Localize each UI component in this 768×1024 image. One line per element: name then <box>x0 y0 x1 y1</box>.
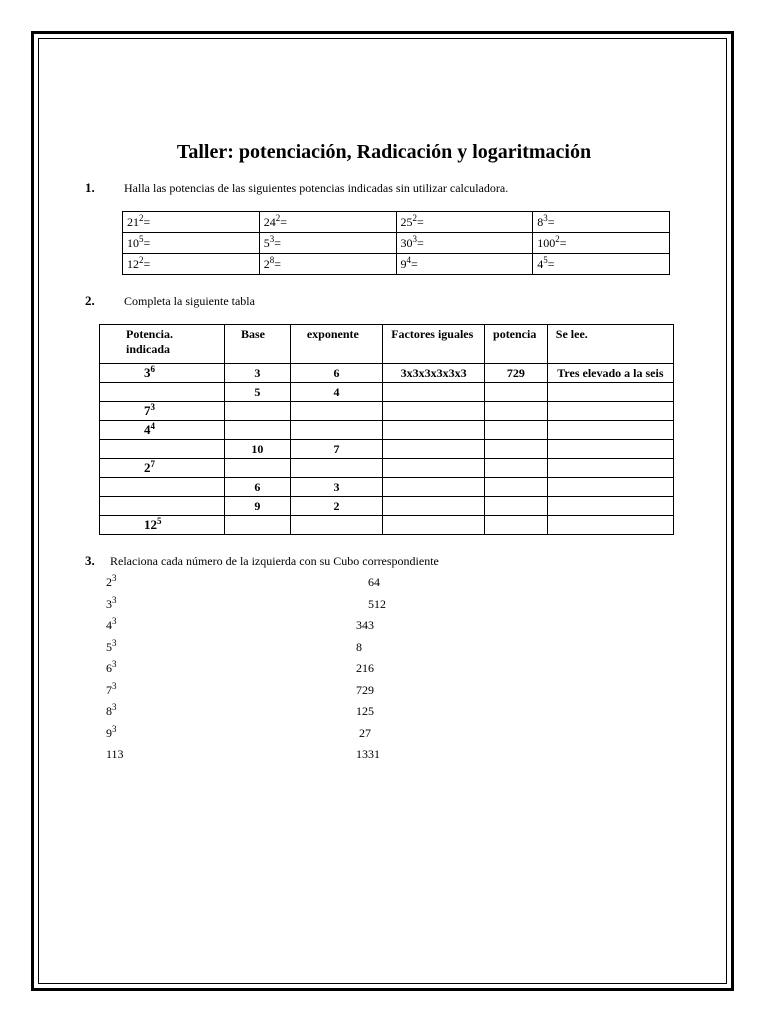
table-row <box>100 478 674 497</box>
cell-factores-iguales[interactable] <box>383 383 485 402</box>
cell-exponente[interactable] <box>290 459 382 478</box>
header-base: Base <box>224 325 290 364</box>
cell-se-lee[interactable] <box>547 402 673 421</box>
indicated-power: $7^3$ <box>144 402 155 418</box>
cube-right-value[interactable]: 512 <box>368 596 386 611</box>
cell-potencia[interactable] <box>485 421 548 440</box>
cell-exponente[interactable]: 6 <box>290 364 382 383</box>
power-cell[interactable]: $100^2=$ <box>533 233 670 254</box>
cell-base[interactable]: 5 <box>224 383 290 402</box>
cube-base: 113 <box>106 747 124 761</box>
power-expression: $9^4$ <box>400 254 411 271</box>
cell-exponente[interactable]: 4 <box>290 383 382 402</box>
cube-right-value[interactable]: 27 <box>359 725 371 740</box>
power-cell[interactable]: $30^3=$ <box>396 233 533 254</box>
powers-table-row <box>123 254 670 275</box>
cell-se-lee[interactable] <box>547 421 673 440</box>
cube-left-value[interactable] <box>106 723 117 741</box>
cube-right-value[interactable]: 343 <box>356 618 374 632</box>
table-row <box>100 364 674 383</box>
table-row <box>100 459 674 478</box>
cube-base: $3^3$ <box>106 594 117 611</box>
cell-factores-iguales[interactable] <box>383 421 485 440</box>
cube-right-value[interactable]: 125 <box>356 704 374 718</box>
cell-exponente[interactable] <box>290 402 382 421</box>
cube-base: $4^3$ <box>106 616 117 632</box>
power-expression: $30^3$ <box>400 233 417 250</box>
cell-se-lee[interactable] <box>547 478 673 497</box>
cell-base[interactable]: 3 <box>224 364 290 383</box>
table-row <box>100 383 674 402</box>
cell-potencia-indicada[interactable] <box>100 459 225 478</box>
cell-factores-iguales[interactable]: 3x3x3x3x3x3 <box>383 364 485 383</box>
cube-left-value[interactable] <box>106 680 117 698</box>
cell-factores-iguales[interactable] <box>383 402 485 421</box>
question-2-text: Completa la siguiente tabla <box>124 294 255 308</box>
cell-base[interactable]: 9 <box>224 497 290 516</box>
power-expression: $2^8$ <box>263 254 275 271</box>
cube-left-value[interactable] <box>106 575 117 590</box>
header-se-lee: Se lee. <box>547 325 673 364</box>
cell-potencia-indicada[interactable] <box>100 478 225 497</box>
cell-potencia[interactable] <box>485 459 548 478</box>
power-cell[interactable]: $2^8=$ <box>259 254 396 275</box>
cube-right-value[interactable]: 729 <box>356 682 374 697</box>
power-cell[interactable]: $8^3=$ <box>533 212 670 233</box>
cell-factores-iguales[interactable] <box>383 516 485 535</box>
table-row <box>100 402 674 421</box>
cell-factores-iguales[interactable] <box>383 478 485 497</box>
cell-potencia-indicada[interactable] <box>100 497 225 516</box>
power-expression: $25^2$ <box>400 212 417 229</box>
power-expression: $4^5$ <box>537 254 548 271</box>
power-expression: $5^3$ <box>263 233 275 250</box>
power-cell[interactable]: $10^5=$ <box>123 233 260 254</box>
cell-exponente[interactable]: 7 <box>290 440 382 459</box>
power-cell[interactable]: $12^2=$ <box>123 254 260 275</box>
indicated-power: $4^4$ <box>144 421 155 437</box>
header-exponente: exponente <box>290 325 382 364</box>
power-cell[interactable]: $21^2=$ <box>123 212 260 233</box>
cell-base[interactable] <box>224 421 290 440</box>
cell-potencia[interactable]: 729 <box>485 364 548 383</box>
cell-se-lee[interactable] <box>547 383 673 402</box>
header-factores-iguales: Factores iguales <box>383 325 485 364</box>
indicated-power: $12^5$ <box>144 516 162 532</box>
cell-potencia[interactable] <box>485 478 548 497</box>
cell-base[interactable]: 10 <box>224 440 290 459</box>
cell-potencia-indicada[interactable] <box>100 402 225 421</box>
power-expression: $100^2$ <box>537 233 560 250</box>
table-row <box>100 516 674 535</box>
cell-exponente[interactable]: 2 <box>290 497 382 516</box>
question-3-number: 3. <box>85 553 95 568</box>
cell-potencia-indicada[interactable] <box>100 440 225 459</box>
indicated-power: $3^6$ <box>144 364 155 380</box>
complete-table <box>99 324 674 535</box>
power-cell[interactable]: $25^2=$ <box>396 212 533 233</box>
cell-potencia[interactable] <box>485 516 548 535</box>
cube-right-value[interactable]: 8 <box>356 639 362 654</box>
power-expression: $10^5$ <box>127 233 144 250</box>
cube-left-value[interactable] <box>106 747 124 762</box>
power-expression: $8^3$ <box>537 212 548 229</box>
cell-potencia[interactable] <box>485 383 548 402</box>
cell-se-lee[interactable] <box>547 440 673 459</box>
table-header-row <box>100 325 674 364</box>
cube-base: $9^3$ <box>106 723 117 740</box>
indicated-power: $2^7$ <box>144 459 155 475</box>
cell-base[interactable]: 6 <box>224 478 290 497</box>
cell-base[interactable] <box>224 402 290 421</box>
cube-base: $2^3$ <box>106 573 117 589</box>
power-expression: $21^2$ <box>127 212 144 229</box>
cell-se-lee[interactable]: Tres elevado a la seis <box>547 364 673 383</box>
cell-potencia[interactable] <box>485 497 548 516</box>
table-row <box>100 440 674 459</box>
cube-left-value[interactable] <box>106 661 117 676</box>
cell-potencia-indicada[interactable] <box>100 516 225 535</box>
table-row <box>100 497 674 516</box>
cell-base[interactable] <box>224 516 290 535</box>
cube-base: $7^3$ <box>106 680 117 697</box>
header-potencia: potencia <box>485 325 548 364</box>
question-1-number: 1. <box>85 180 95 195</box>
cell-se-lee[interactable] <box>547 459 673 478</box>
cell-factores-iguales[interactable] <box>383 459 485 478</box>
cube-left-value[interactable] <box>106 618 117 633</box>
powers-table-row <box>123 233 670 254</box>
cube-base: $5^3$ <box>106 637 117 654</box>
cell-factores-iguales[interactable] <box>383 497 485 516</box>
cube-right-value[interactable]: 216 <box>356 661 374 675</box>
power-expression: $24^2$ <box>263 212 281 229</box>
cube-left-value[interactable] <box>106 704 117 719</box>
cube-base: $8^3$ <box>106 702 117 718</box>
cube-left-value[interactable] <box>106 594 117 612</box>
cube-left-value[interactable] <box>106 637 117 655</box>
cell-se-lee[interactable] <box>547 516 673 535</box>
question-3-text: Relaciona cada número de la izquierda con su Cubo correspondiente <box>110 554 439 568</box>
cube-right-value[interactable]: 64 <box>368 575 380 589</box>
power-cell[interactable]: $5^3=$ <box>259 233 396 254</box>
cube-right-value[interactable]: 1331 <box>356 747 380 761</box>
cell-exponente[interactable] <box>290 516 382 535</box>
cell-factores-iguales[interactable] <box>383 440 485 459</box>
question-1-text: Halla las potencias de las siguientes potencias indicadas sin utilizar calculadora. <box>124 181 509 195</box>
cell-potencia[interactable] <box>485 402 548 421</box>
cube-base: $6^3$ <box>106 659 117 675</box>
question-2-number: 2. <box>85 293 95 308</box>
power-expression: $12^2$ <box>127 254 144 271</box>
cell-base[interactable] <box>224 459 290 478</box>
header-potencia-indicada: Potencia. indicada <box>100 325 225 364</box>
page-title: Taller: potenciación, Radicación y logaritmación <box>176 141 592 163</box>
cell-potencia-indicada[interactable] <box>100 383 225 402</box>
table-row <box>100 421 674 440</box>
cell-exponente[interactable]: 3 <box>290 478 382 497</box>
cell-se-lee[interactable] <box>547 497 673 516</box>
powers-table <box>122 211 670 275</box>
power-cell[interactable]: $4^5=$ <box>533 254 670 275</box>
powers-table-row <box>123 212 670 233</box>
power-cell[interactable]: $9^4=$ <box>396 254 533 275</box>
cell-potencia-indicada[interactable] <box>100 421 225 440</box>
cell-potencia[interactable] <box>485 440 548 459</box>
cell-potencia-indicada[interactable] <box>100 364 225 383</box>
cell-exponente[interactable] <box>290 421 382 440</box>
power-cell[interactable]: $24^2=$ <box>259 212 396 233</box>
